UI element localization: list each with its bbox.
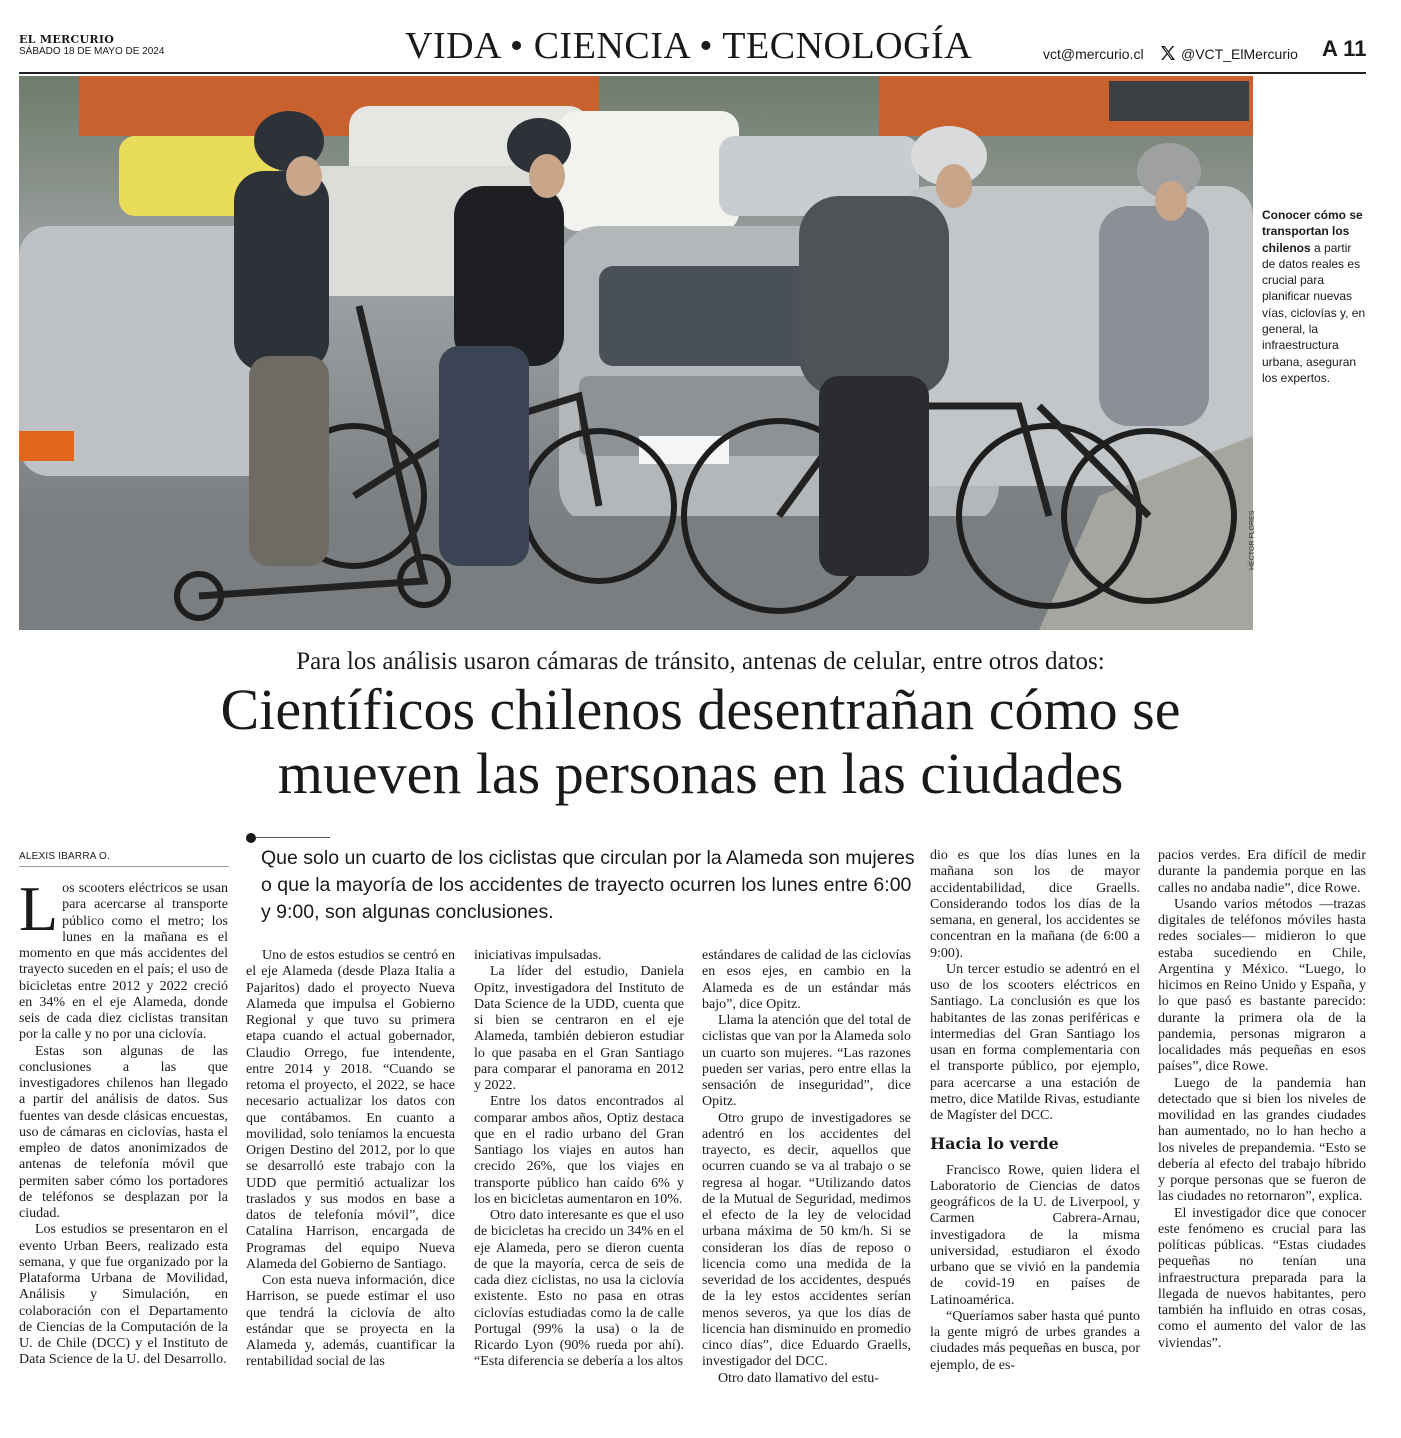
column-6 [1158,848,1366,1352]
paragraph: pacios verdes. Era difícil de medir durante la pandemia porque en las calles no andaba nadie”, dice Rowe. [1158,848,1366,896]
social-handle: @VCT_ElMercurio [1181,46,1298,62]
paragraph: “Queríamos saber hasta qué punto la gente migró de urbes grandes a ciudades más pequeñas en busca, por ejemplo, de es- [930,1308,1140,1373]
byline: ALEXIS IBARRA O. [19,851,111,862]
photo-caption [1262,207,1366,386]
ornament-dot [246,833,256,843]
caption-text: a partir de datos reales es crucial para planificar nuevas vías, ciclovías y, en general, la infraestructura urbana, aseguran los expertos. [1262,240,1366,385]
byline-rule [19,866,229,867]
column-5 [930,848,1140,1374]
paragraph: os scooters eléctricos se usan para acercarse al transporte público como el metro; los lunes en la mañana es el momento en que más accidentes del trayecto suceden en el país; el uso de bicicletas entre 2012 y 2022 creció en 34% en el eje Alameda, donde seis de cada diez ciclistas transitan por la calle y no por una ciclovía. [19,881,228,1043]
subhead: Hacia lo verde [930,1134,1059,1154]
contact-email: vct@mercurio.cl [1043,46,1144,62]
paragraph: Con esta nueva información, dice Harrison, se puede estimar el uso que tendrá la ciclovía de alto estándar que se proyecta en la Alameda y, además, cuantificar la rentabilidad social de las [246,1273,455,1370]
headline-line-1: Científicos chilenos desentrañan cómo se [220,677,1181,742]
paragraph: Otro grupo de investigadores se adentró en los accidentes del trayecto, es decir, aquellos que ocurren cuando se va al trabajo o se regresa al hogar. “Utilizando datos de la Mutual de Seguridad, medimos el efecto de la ley de velocidad urbana máxima de 50 km/h. Si se consideran los días de reposo o licencia como una medida de la severidad de los accidentes, después de la ley estos accidentes serían menos severos, ya que los días de licencia han disminuido en promedio cinco días”, dice Eduardo Graells, investigador del DCC. [702,1110,911,1370]
page-number: A 11 [1322,36,1367,61]
paragraph: Llama la atención que del total de ciclistas que van por la Alameda solo un cuarto son mujeres. “Las razones pueden ser varias, pero entre ellas la sensación de inseguridad”, dice Opitz. [702,1013,911,1110]
deck: Que solo un cuarto de los ciclistas que circulan por la Alameda son mujeres o que la mayoría de los accidentes de trayecto ocurren los lunes entre 6:00 y 9:00, son algunas conclusiones. [261,847,915,923]
paragraph: Un tercer estudio se adentró en el uso de los scooters eléctricos en Santiago. La conclusión es que los habitantes de las zonas periféricas e intermedias del Gran Santiago los usan en forma complementaria con el transporte público, por ejemplo, para acercarse a una estación de metro, dice Matilde Rivas, estudiante de Magíster del DCC. [930,961,1140,1123]
column-1 [19,873,228,1369]
paragraph: iniciativas impulsadas. [474,948,602,963]
paragraph: dio es que los días lunes en la mañana son los de mayor accidentabilidad, dice Graells. Considerando todos los días de la semana, en general, los accidentes se concentran en la mañana (de 6:00 a 9:00). [930,848,1140,961]
paragraph: Los estudios se presentaron en el evento Urban Beers, realizado esta semana, y que fue organizado por la Plataforma Urbana de Movilidad, Análisis y Simulación, en colaboración con el Departamento de Ciencias de la Computación de la U. de Chile (DCC) y el Instituto de Data Science de la U. del Desarrollo. [19,1222,228,1368]
paragraph: Otro dato interesante es que el uso de bicicletas ha crecido un 34% en el eje Alameda, pero se dieron cuenta de que la mayoría, cerca de seis de cada diez ciclistas, no usa la ciclovía existente. Esto no pasa en otras ciclovías estudiadas como la de calle Portugal (99% la usa) o la de Ricardo Lyon (90% rueda por ahí). “Esta diferencia se debería a los altos [474,1208,684,1370]
column-3 [474,948,684,1371]
kicker: Para los análisis usaron cámaras de tránsito, antenas de celular, entre otros datos: [296,648,1105,675]
photo-credit: HÉCTOR FLORES [1249,510,1256,570]
column-4 [702,948,911,1387]
header-rule [19,72,1366,74]
masthead: EL MERCURIO [19,33,115,46]
caption-lead: Conocer cómo se transportan los chilenos [1262,208,1363,255]
column-2 [246,948,455,1371]
paragraph: Otro dato llamativo del estu- [718,1370,879,1386]
drop-cap: L [19,873,59,944]
paragraph: Usando varios métodos —trazas digitales de teléfonos móviles hasta redes sociales— midieron lo que estaba sucediendo en Chile, Argentina y México. “Luego, lo hicimos en Reino Unido y España, y lo que pasó es bastante parecido: durante la primera ola de la pandemia, personas migraron a localidades más pequeñas en esos países”, dice Rowe. [1158,896,1366,1075]
paragraph: Uno de estos estudios se centró en el eje Alameda (desde Plaza Italia a Pajaritos) dado el proyecto Nueva Alameda que impulsa el Gobierno Regional y que tuvo su primera etapa cuando el actual gobernador, Claudio Orrego, fue intendente, entre 2014 y 2018. “Cuando se retoma el proyecto, el 2022, se hace necesario actualizar los datos con que contábamos. En cuanto a movilidad, solo teníamos la encuesta Origen Destino del 2012, por lo que se desarrolló este trabajo con la UDD que permitió actualizar los traslados y sus modos en base a datos de telefonía móvil”, dice Catalina Harrison, encargada de Programas del equipo Nueva Alameda del Gobierno de Santiago. [246,948,455,1272]
headline-line-2: mueven las personas en las ciudades [277,741,1124,806]
dateline: SÁBADO 18 DE MAYO DE 2024 [19,46,165,57]
paragraph: La líder del estudio, Daniela Opitz, investigadora del Instituto de Data Science de la UDD, cuenta que si bien se centraron en el eje Alameda, también debieron estudiar lo que pasaba en el Gran Santiago para comparar el panorama en 2012 y 2022. [474,964,684,1093]
ornament-line [256,837,330,838]
article-photo [19,76,1253,630]
section-title: VIDA • CIENCIA • TECNOLOGÍA [405,25,973,67]
paragraph: Francisco Rowe, quien lidera el Laboratorio de Ciencias de datos geográficos de la U. de Liverpool, y Carmen Cabrera-Arnau, investigadora de la misma universidad, estudiaron el éxodo urbano que se vivió en la pandemia de covid-19 en países de Latinoamérica. [930,1162,1140,1308]
paragraph: El investigador dice que conocer este fenómeno es crucial para las políticas públicas. “Estas ciudades pequeñas no tenían una infraestructura preparada para la llegada de nuevos habitantes, pero también ha influido en otras cosas, como el aumento del valor de las viviendas”. [1158,1205,1366,1351]
paragraph: Luego de la pandemia han detectado que si bien los niveles de movilidad en las grandes ciudades han aumentado, no lo han hecho a los niveles de prepandemia. “Esto se debería al efecto del trabajo híbrido y porque personas que se fueron de las ciudades no retornaron”, explica. [1158,1075,1366,1205]
x-icon [1159,44,1177,62]
paragraph: Estas son algunas de las conclusiones a las que investigadores chilenos han llegado a partir del análisis de datos. Sus fuentes van desde clásicas encuestas, uso de cámaras en ciclovías, hasta el empleo de datos anonimizados de antenas de telefonía móvil que permiten saber cómo los portadores de teléfonos se desplazan por la ciudad. [19,1043,228,1221]
headline [0,678,1401,806]
paragraph: Entre los datos encontrados al comparar ambos años, Optiz destaca que en el radio urbano del Gran Santiago los viajes en autos han crecido 26%, que los viajes en transporte público han caído 6% y los en bicicletas aumentaron en 10%. [474,1094,684,1207]
paragraph: estándares de calidad de las ciclovías en esos ejes, en cambio en la Alameda es de un estándar más bajo”, dice Opitz. [702,948,911,1012]
